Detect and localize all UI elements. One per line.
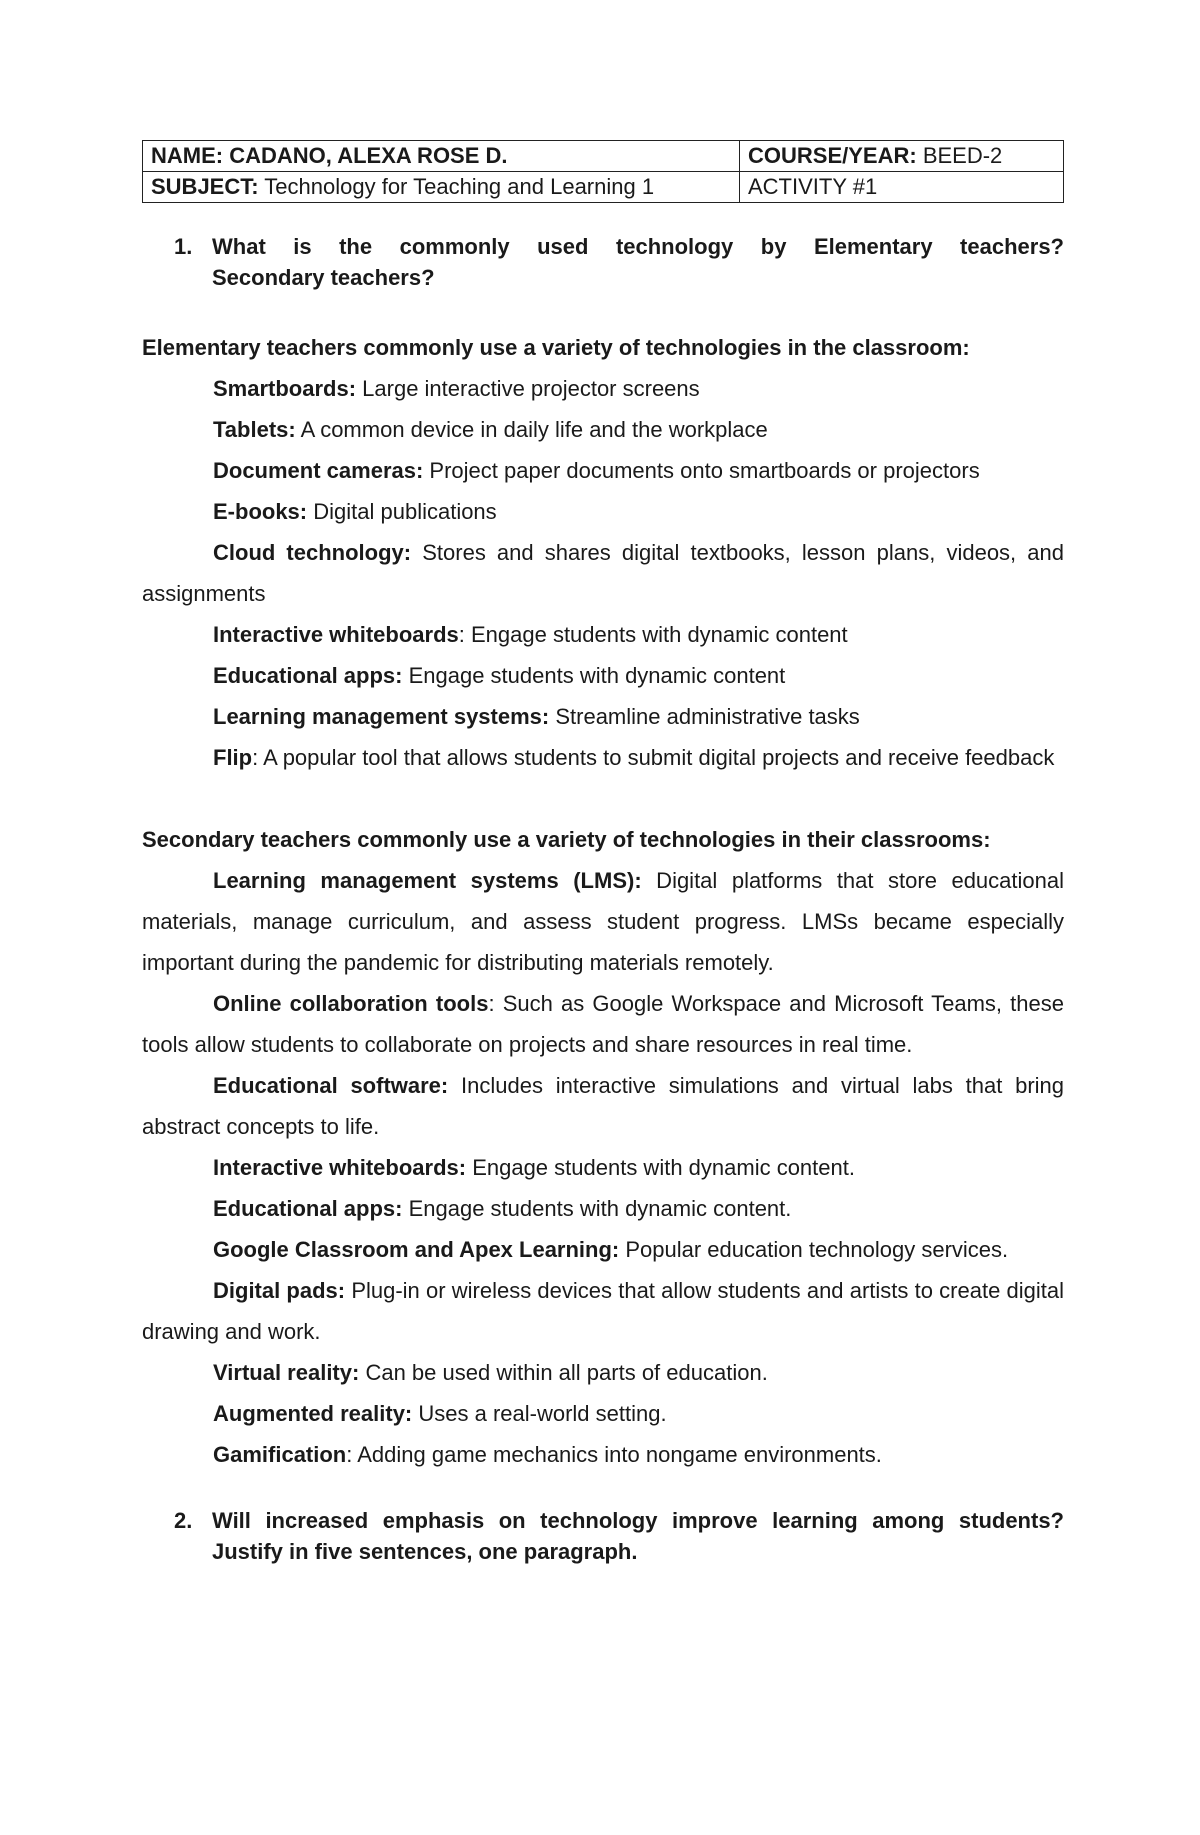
item-term: Gamification	[213, 1442, 347, 1467]
item-term: Educational software:	[213, 1073, 449, 1098]
course-label: COURSE/YEAR:	[748, 143, 917, 168]
activity-label: ACTIVITY #1	[748, 174, 878, 199]
item-description: Can be used within all parts of education.	[359, 1360, 768, 1385]
question-line: Secondary teachers?	[212, 265, 435, 290]
course-value: BEED-2	[922, 143, 1003, 168]
list-item	[142, 450, 1064, 491]
student-info-table	[142, 140, 1064, 203]
name-value: CADANO, ALEXA ROSE D.	[229, 143, 508, 168]
item-term: Educational apps:	[213, 1196, 403, 1221]
item-description: Stores and shares digital textbooks, lesson plans, videos, and assignments	[142, 540, 1064, 606]
question-1	[174, 231, 1064, 293]
question-text	[212, 1505, 1064, 1567]
question-2	[174, 1505, 1064, 1567]
item-term: Document cameras:	[213, 458, 424, 483]
secondary-list	[142, 860, 1064, 1475]
name-cell	[143, 141, 740, 172]
item-term: Virtual reality:	[213, 1360, 360, 1385]
list-item	[142, 737, 1064, 778]
name-label: NAME:	[151, 143, 224, 168]
list-item	[142, 532, 1064, 614]
list-item	[142, 1270, 1064, 1352]
list-item	[142, 491, 1064, 532]
list-item	[142, 1065, 1064, 1147]
subject-value: Technology for Teaching and Learning 1	[264, 174, 655, 199]
item-term: Augmented reality:	[213, 1401, 413, 1426]
item-term: Tablets:	[213, 417, 296, 442]
list-item	[142, 860, 1064, 983]
course-cell	[740, 141, 1064, 172]
list-item	[142, 1352, 1064, 1393]
question-text	[212, 231, 1064, 293]
document-page	[142, 140, 1064, 1567]
elementary-heading: Elementary teachers commonly use a variety of technologies in the classroom:	[142, 335, 970, 360]
list-item	[142, 983, 1064, 1065]
question-number: 1.	[174, 234, 193, 259]
subject-label: SUBJECT:	[151, 174, 259, 199]
list-item	[142, 1188, 1064, 1229]
item-description: Engage students with dynamic content	[402, 663, 786, 688]
item-term: Interactive whiteboards:	[213, 1155, 467, 1180]
question-line: What is the commonly used technology by Elementary teachers?	[212, 234, 1064, 259]
question-line: Justify in five sentences, one paragraph.	[212, 1539, 638, 1564]
spacer	[142, 778, 1064, 819]
table-row	[143, 172, 1064, 203]
item-description: Engage students with dynamic content.	[466, 1155, 855, 1180]
secondary-heading: Secondary teachers commonly use a variety of technologies in their classrooms:	[142, 827, 991, 852]
item-description: Streamline administrative tasks	[549, 704, 860, 729]
item-term: Educational apps:	[213, 663, 403, 688]
item-description: : Adding game mechanics into nongame environments.	[346, 1442, 882, 1467]
list-item	[142, 368, 1064, 409]
elementary-list	[142, 368, 1064, 778]
item-description: Large interactive projector screens	[356, 376, 700, 401]
item-description: Uses a real-world setting.	[412, 1401, 667, 1426]
item-description: Digital platforms that store educational materials, manage curriculum, and assess student progress. LMSs became especially important during the pandemic for distributing materials remotely.	[142, 868, 1064, 975]
item-description: Plug-in or wireless devices that allow students and artists to create digital drawing and work.	[142, 1278, 1064, 1344]
subject-cell	[143, 172, 740, 203]
item-description: : Such as Google Workspace and Microsoft Teams, these tools allow students to collaborate on projects and share resources in real time.	[142, 991, 1064, 1057]
item-description: Digital publications	[307, 499, 497, 524]
question-number: 2.	[174, 1508, 193, 1533]
item-term: Digital pads:	[213, 1278, 346, 1303]
item-term: Flip	[213, 745, 253, 770]
list-item	[142, 409, 1064, 450]
item-term: Interactive whiteboards	[213, 622, 459, 647]
question-line: Will increased emphasis on technology improve learning among students?	[212, 1508, 1064, 1533]
item-description: : Engage students with dynamic content	[458, 622, 848, 647]
list-item	[142, 696, 1064, 737]
list-item	[142, 1229, 1064, 1270]
list-item	[142, 655, 1064, 696]
item-description: Project paper documents onto smartboards or projectors	[423, 458, 980, 483]
list-item	[142, 1147, 1064, 1188]
item-term: Learning management systems (LMS):	[213, 868, 642, 893]
list-item	[142, 614, 1064, 655]
list-item	[142, 1393, 1064, 1434]
item-description: : A popular tool that allows students to submit digital projects and receive feedback	[252, 745, 1055, 770]
item-description: Engage students with dynamic content.	[402, 1196, 792, 1221]
list-item	[142, 1434, 1064, 1475]
item-term: Smartboards:	[213, 376, 357, 401]
item-term: Online collaboration tools	[213, 991, 489, 1016]
activity-cell	[740, 172, 1064, 203]
item-description: Popular education technology services.	[619, 1237, 1009, 1262]
item-term: Cloud technology:	[213, 540, 412, 565]
item-term: E-books:	[213, 499, 308, 524]
item-term: Google Classroom and Apex Learning:	[213, 1237, 620, 1262]
item-term: Learning management systems:	[213, 704, 550, 729]
item-description: A common device in daily life and the workplace	[295, 417, 768, 442]
item-description: Includes interactive simulations and virtual labs that bring abstract concepts to life.	[142, 1073, 1065, 1139]
table-row	[143, 141, 1064, 172]
